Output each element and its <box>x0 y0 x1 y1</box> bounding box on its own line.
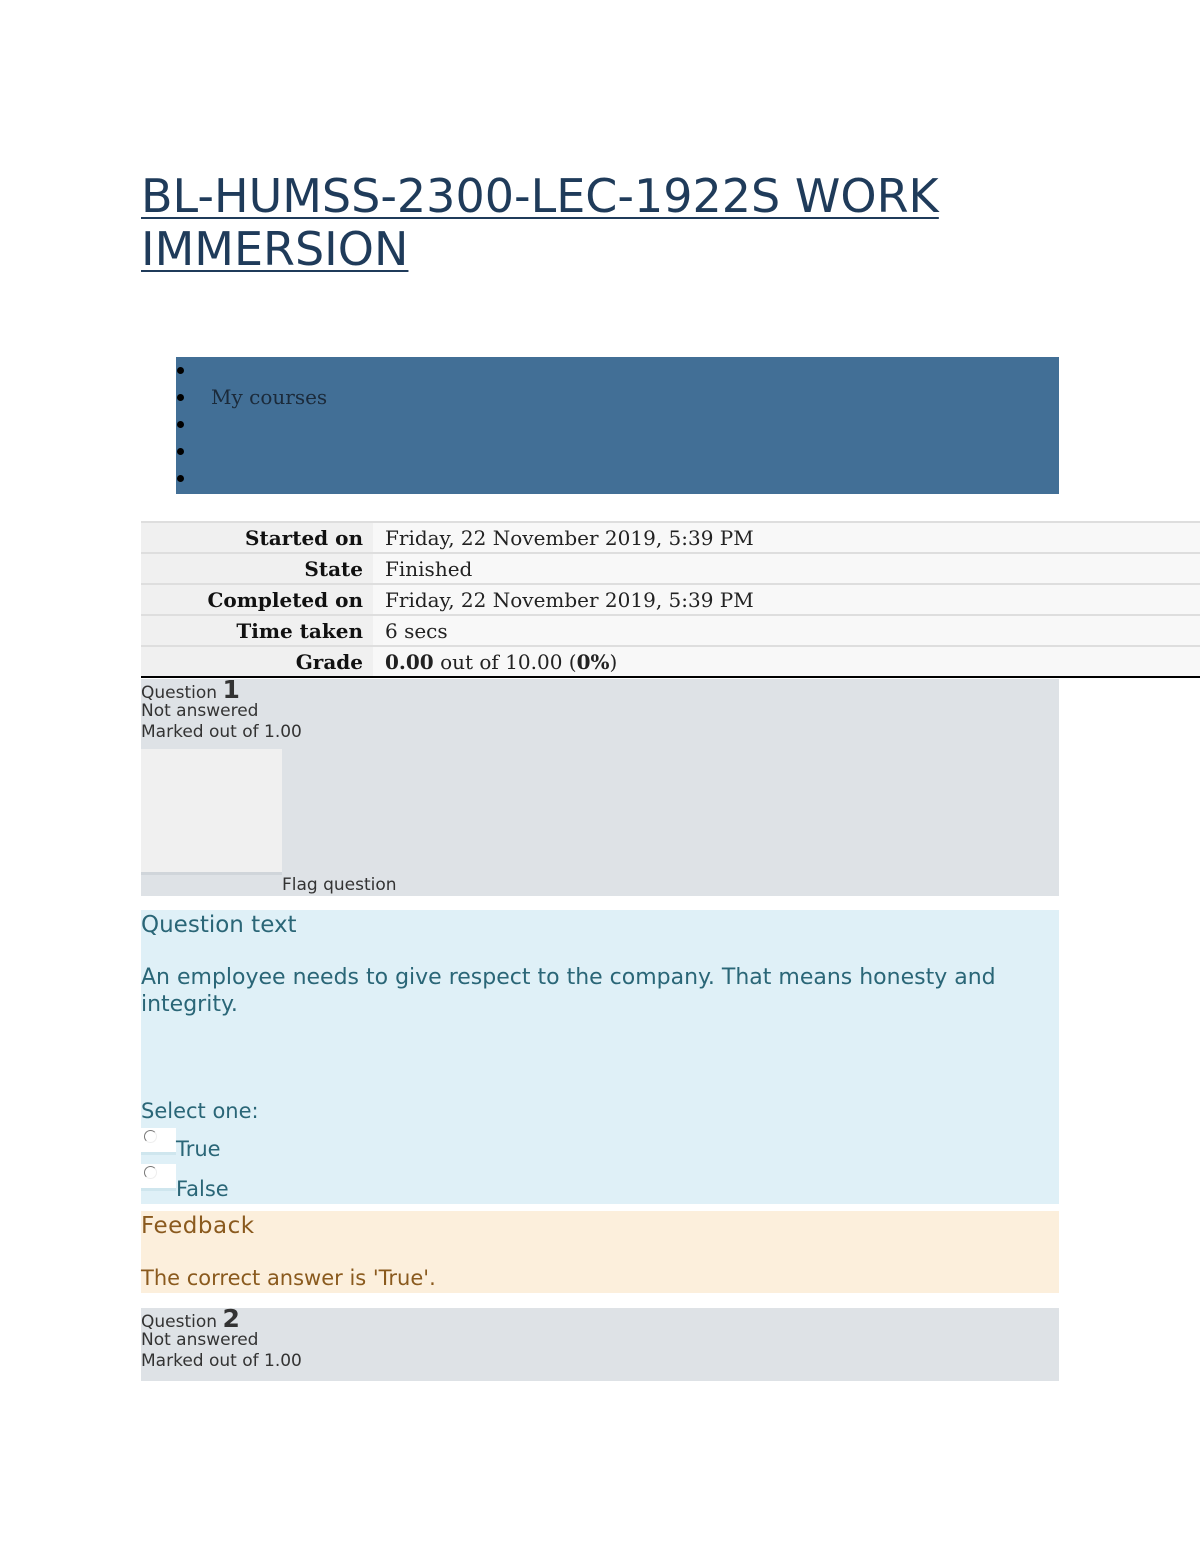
option-label[interactable]: False <box>176 1177 229 1201</box>
radio-wrapper <box>141 1128 176 1155</box>
question-number: 1 <box>222 675 240 704</box>
feedback-heading: Feedback <box>141 1213 255 1239</box>
radio-wrapper <box>141 1164 176 1191</box>
correct-answer-text: The correct answer is 'True'. <box>141 1266 436 1290</box>
summary-row <box>141 522 1200 553</box>
grade-value <box>373 646 1200 677</box>
grade-score: 0.00 <box>385 649 434 674</box>
breadcrumb-item[interactable] <box>176 465 1059 492</box>
summary-label: State <box>141 553 373 584</box>
question-2-info <box>141 1304 1059 1381</box>
flag-question-link[interactable]: Flag question <box>282 875 397 895</box>
course-title <box>141 170 1041 276</box>
summary-row <box>141 615 1200 646</box>
summary-row <box>141 553 1200 584</box>
question-marked-out-of: Marked out of 1.00 <box>141 1351 302 1371</box>
question-1-feedback <box>141 1211 1059 1293</box>
navbar <box>176 357 1059 494</box>
option-label[interactable]: True <box>176 1137 221 1161</box>
question-number-line <box>141 1304 1059 1333</box>
grade-percent: 0% <box>576 649 610 674</box>
flag-icon[interactable] <box>141 749 282 875</box>
breadcrumb-label: My courses <box>211 385 328 409</box>
question-word: Question <box>141 683 218 703</box>
question-status: Not answered <box>141 701 259 721</box>
question-status: Not answered <box>141 1330 259 1350</box>
summary-label: Started on <box>141 522 373 553</box>
question-text-heading: Question text <box>141 912 297 938</box>
breadcrumb-item[interactable] <box>176 438 1059 465</box>
question-number: 2 <box>222 1304 240 1333</box>
breadcrumb-item-my-courses[interactable] <box>176 384 1059 411</box>
question-prompt: An employee needs to give respect to the company. That means honesty and integrity. <box>141 965 996 1017</box>
quiz-summary-table <box>141 521 1200 678</box>
radio-button-false[interactable] <box>144 1166 157 1179</box>
course-title-link[interactable]: BL-HUMSS-2300-LEC-1922S WORK IMMERSION <box>141 169 939 276</box>
breadcrumb-item[interactable] <box>176 357 1059 384</box>
breadcrumb <box>176 357 1059 492</box>
breadcrumb-item[interactable] <box>176 411 1059 438</box>
bullet-icon <box>177 367 184 374</box>
radio-button-true[interactable] <box>144 1130 157 1143</box>
summary-row-grade <box>141 646 1200 677</box>
select-one-label: Select one: <box>141 1099 259 1123</box>
question-marked-out-of: Marked out of 1.00 <box>141 722 302 742</box>
summary-label: Completed on <box>141 584 373 615</box>
bullet-icon <box>177 448 184 455</box>
question-number-line <box>141 675 1059 704</box>
question-1-info <box>141 675 1059 896</box>
bullet-icon <box>177 421 184 428</box>
summary-row <box>141 584 1200 615</box>
question-1-content <box>141 910 1059 1204</box>
summary-label: Time taken <box>141 615 373 646</box>
grade-out-of: out of 10.00 ( <box>433 649 577 674</box>
summary-value: 6 secs <box>373 615 1200 646</box>
summary-value: Friday, 22 November 2019, 5:39 PM <box>373 584 1200 615</box>
grade-close: ) <box>609 649 618 674</box>
bullet-icon <box>177 475 184 482</box>
summary-value: Finished <box>373 553 1200 584</box>
bullet-icon <box>177 394 184 401</box>
grade-label: Grade <box>141 646 373 677</box>
question-word: Question <box>141 1312 218 1332</box>
summary-value: Friday, 22 November 2019, 5:39 PM <box>373 522 1200 553</box>
